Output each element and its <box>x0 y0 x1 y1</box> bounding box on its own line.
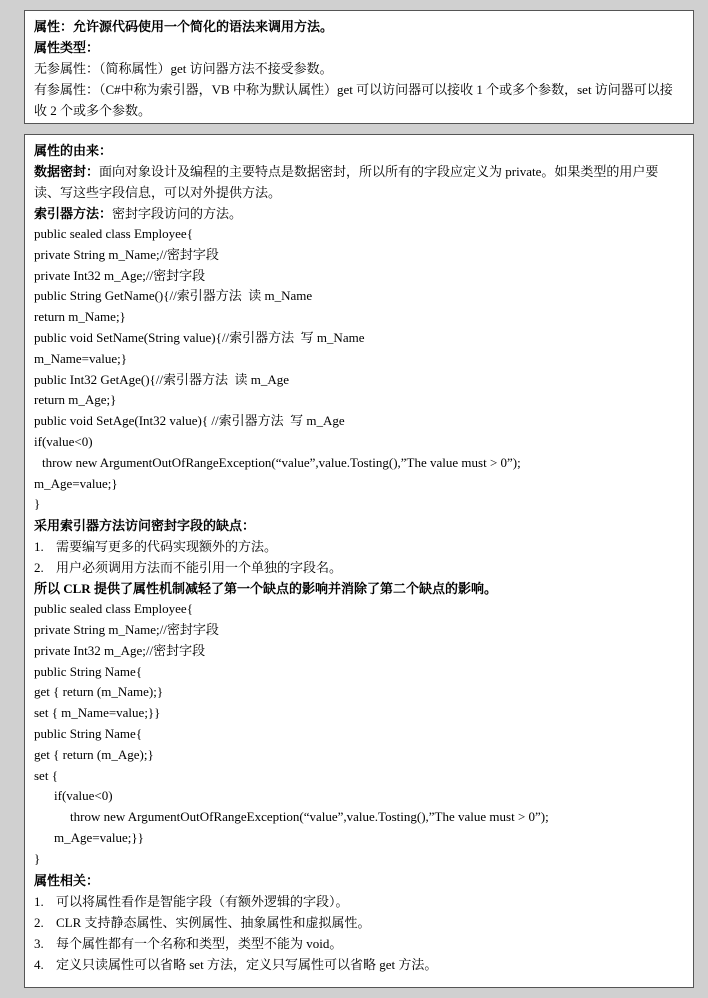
indexer-text: 密封字段访问的方法。 <box>112 206 243 221</box>
related-item <box>34 954 684 975</box>
drawback-item <box>34 536 684 557</box>
param-property-text: 有参属性：（C#中称为索引器，VB 中称为默认属性）get 可以访问器可以接收 1 个或多个参数，set 访问器可以接收 2 个或多个参数。 <box>34 82 673 118</box>
encapsulation-text: 面向对象设计及编程的主要特点是数据密封，所以所有的字段应定义为 private。如果类型的用户要读、写这些字段信息，可以对外提供方法。 <box>34 164 659 200</box>
code-line: throw new ArgumentOutOfRangeException(“value”,value.Tosting(),”The value must > 0”); <box>70 809 549 825</box>
related-text: 可以将属性看作是智能字段（有额外逻辑的字段）。 <box>56 893 349 909</box>
drawback-text: 用户必须调用方法而不能引用一个单独的字段名。 <box>56 560 343 576</box>
code-line: public Int32 GetAge(){//索引器方法 读 m_Age <box>34 371 290 387</box>
code-line: } <box>34 496 41 512</box>
code-line: } <box>34 850 41 866</box>
property-origin-box <box>24 134 694 988</box>
code-line: return m_Age;} <box>34 392 117 408</box>
related-item <box>34 912 684 933</box>
drawback-item <box>34 557 684 578</box>
code-line: public void SetAge(Int32 value){ //索引器方法 写 m_Age <box>34 413 345 429</box>
code-line: public sealed class Employee{ <box>34 601 193 617</box>
code-line: m_Name=value;} <box>34 350 127 366</box>
code-line: throw new ArgumentOutOfRangeException(“value”,value.Tosting(),”The value must > 0”); <box>42 454 521 470</box>
related-number: 4. <box>34 956 44 972</box>
code-block-property <box>34 599 684 869</box>
encapsulation-paragraph <box>34 161 684 203</box>
related-text: 每个属性都有一个名称和类型，类型不能为 void。 <box>56 935 343 951</box>
code-line: private Int32 m_Age;//密封字段 <box>34 642 206 658</box>
code-line: get { return (m_Age);} <box>34 746 154 762</box>
encapsulation-label: 数据密封： <box>34 164 100 179</box>
related-number: 3. <box>34 935 44 951</box>
code-line: public sealed class Employee{ <box>34 226 193 241</box>
code-line: m_Age=value;} <box>34 475 118 491</box>
code-line: public String Name{ <box>34 725 143 741</box>
drawback-number: 1. <box>34 539 44 555</box>
related-text: CLR 支持静态属性、实例属性、抽象属性和虚拟属性。 <box>56 914 371 930</box>
code-block-indexer <box>34 224 684 515</box>
code-line: private String m_Name;//密封字段 <box>34 246 219 262</box>
drawback-number: 2. <box>34 560 44 576</box>
no-param-property-text: 无参属性：（简称属性）get 访问器方法不接受参数。 <box>34 61 333 76</box>
related-number: 1. <box>34 893 44 909</box>
indexer-paragraph <box>34 203 684 224</box>
code-line: if(value<0) <box>34 433 93 449</box>
related-number: 2. <box>34 914 44 930</box>
code-line: if(value<0) <box>54 788 113 804</box>
code-line: get { return (m_Name);} <box>34 684 164 700</box>
related-item <box>34 933 684 954</box>
code-line: public String Name{ <box>34 663 143 679</box>
code-line: public void SetName(String value){//索引器方法 写 m_Name <box>34 329 365 345</box>
code-line: public String GetName(){//索引器方法 读 m_Name <box>34 288 313 304</box>
related-text: 定义只读属性可以省略 set 方法，定义只写属性可以省略 get 方法。 <box>56 956 438 972</box>
drawbacks-heading: 采用索引器方法访问密封字段的缺点： <box>34 518 256 534</box>
property-definition-title: 属性：允许源代码使用一个简化的语法来调用方法。 <box>34 19 334 34</box>
indexer-label: 索引器方法： <box>34 206 113 221</box>
related-item <box>34 891 684 912</box>
code-line: m_Age=value;}} <box>54 829 144 845</box>
clr-statement: 所以 CLR 提供了属性机制减轻了第一个缺点的影响并消除了第二个缺点的影响。 <box>34 581 497 597</box>
code-line: private Int32 m_Age;//密封字段 <box>34 267 206 283</box>
code-line: set { <box>34 767 58 783</box>
drawback-text: 需要编写更多的代码实现额外的方法。 <box>56 539 278 555</box>
related-heading: 属性相关： <box>34 872 100 888</box>
property-definition-box <box>24 10 694 124</box>
code-line: private String m_Name;//密封字段 <box>34 621 219 637</box>
property-type-heading: 属性类型： <box>34 40 100 55</box>
code-line: set { m_Name=value;}} <box>34 705 161 721</box>
origin-heading: 属性的由来： <box>34 143 113 158</box>
code-line: return m_Name;} <box>34 309 126 325</box>
